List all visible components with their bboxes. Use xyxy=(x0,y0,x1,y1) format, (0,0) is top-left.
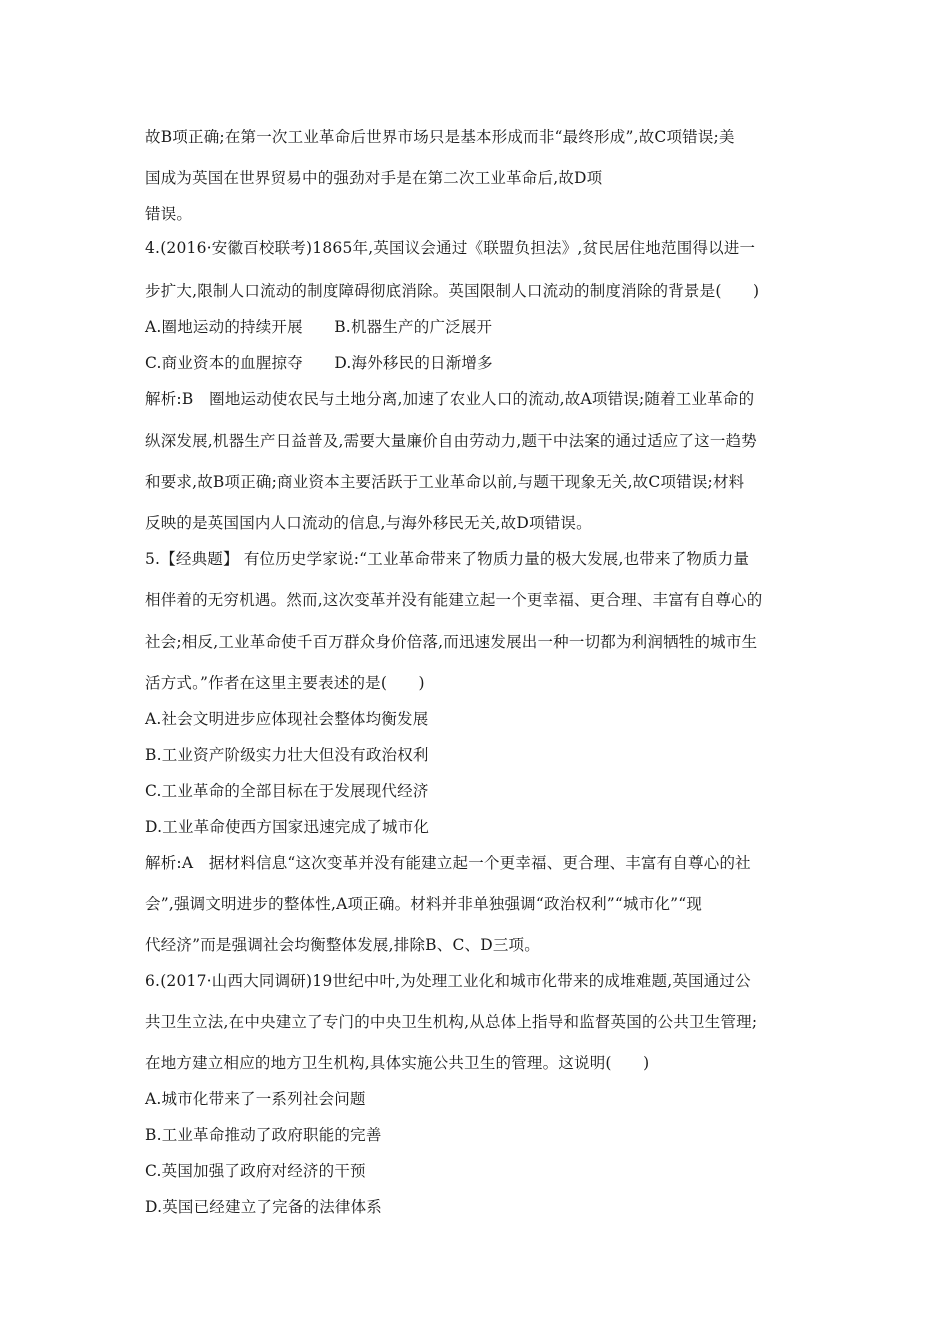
question-6-option-b: B.工业革命推动了政府职能的完善 xyxy=(145,1126,382,1144)
question-4-options: C.商业资本的血腥掠夺 D.海外移民的日渐增多 xyxy=(145,354,493,372)
question-4-stem: 4.(2016·安徽百校联考)1865年,英国议会通过《联盟负担法》,贫民居住地范围得以进一 xyxy=(145,239,756,257)
question-4-analysis: 纵深发展,机器生产日益普及,需要大量廉价自由劳动力,题干中法案的通过适应了这一趋势 xyxy=(145,432,757,450)
question-4-analysis: 和要求,故B项正确;商业资本主要活跃于工业革命以前,与题干现象无关,故C项错误;材料 xyxy=(145,473,745,491)
question-6-option-a: A.城市化带来了一系列社会问题 xyxy=(145,1090,366,1108)
question-6-option-d: D.英国已经建立了完备的法律体系 xyxy=(145,1198,383,1216)
question-6-option-c: C.英国加强了政府对经济的干预 xyxy=(145,1162,366,1180)
question-5-stem: 相伴着的无穷机遇。然而,这次变革并没有能建立起一个更幸福、更合理、丰富有自尊心的 xyxy=(145,591,763,609)
question-4-analysis: 解析:B 圈地运动使农民与土地分离,加速了农业人口的流动,故A项错误;随着工业革命的 xyxy=(145,390,755,408)
question-5-option-c: C.工业革命的全部目标在于发展现代经济 xyxy=(145,782,429,800)
question-5-option-a: A.社会文明进步应体现社会整体均衡发展 xyxy=(145,710,429,728)
question-5-stem: 社会;相反,工业革命使千百万群众身价倍落,而迅速发展出一种一切都为利润牺牲的城市生 xyxy=(145,633,758,651)
text-line: 国成为英国在世界贸易中的强劲对手是在第二次工业革命后,故D项 xyxy=(145,169,603,187)
text-line: 故B项正确;在第一次工业革命后世界市场只是基本形成而非“最终形成”,故C项错误;美 xyxy=(145,128,735,146)
text-line: 错误。 xyxy=(145,205,193,223)
question-4-options: A.圈地运动的持续开展 B.机器生产的广泛展开 xyxy=(145,318,493,336)
question-5-option-b: B.工业资产阶级实力壮大但没有政治权利 xyxy=(145,746,429,764)
question-6-stem: 在地方建立相应的地方卫生机构,具体实施公共卫生的管理。这说明( ) xyxy=(145,1054,650,1072)
question-5-analysis: 会”,强调文明进步的整体性,A项正确。材料并非单独强调“政治权利”“城市化”“现 xyxy=(145,895,703,913)
question-6-stem: 共卫生立法,在中央建立了专门的中央卫生机构,从总体上指导和监督英国的公共卫生管理; xyxy=(145,1013,758,1031)
question-6-stem: 6.(2017·山西大同调研)19世纪中叶,为处理工业化和城市化带来的成堆难题,英国通过公 xyxy=(145,972,751,990)
question-5-analysis: 解析:A 据材料信息“这次变革并没有能建立起一个更幸福、更合理、丰富有自尊心的社 xyxy=(145,854,751,872)
question-4-stem: 步扩大,限制人口流动的制度障碍彻底消除。英国限制人口流动的制度消除的背景是( ) xyxy=(145,282,760,300)
question-5-stem: 5.【经典题】 有位历史学家说:“工业革命带来了物质力量的极大发展,也带来了物质力量 xyxy=(145,550,750,568)
question-5-stem: 活方式。”作者在这里主要表述的是( ) xyxy=(145,674,425,692)
question-4-analysis: 反映的是英国国内人口流动的信息,与海外移民无关,故D项错误。 xyxy=(145,514,592,532)
question-5-analysis: 代经济”而是强调社会均衡整体发展,排除B、C、D三项。 xyxy=(145,936,540,954)
question-5-option-d: D.工业革命使西方国家迅速完成了城市化 xyxy=(145,818,430,836)
